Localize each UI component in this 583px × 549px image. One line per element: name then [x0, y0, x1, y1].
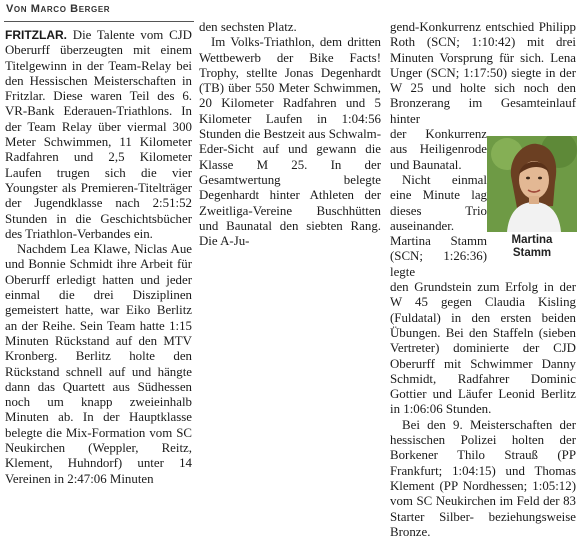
- paragraph: Im Volks-Triathlon, dem dritten Wettbewerb der Bike Facts! Trophy, stellte Jonas Degenhardt (TB) über 550 Meter Schwimmen, 20 Kilometer Radfahren und 5 Kilometer Laufen in 1:04:56 Stunden die Bestzeit aus Schwalm-Eder-Sicht auf und gewann die Klasse M 25. In der Gesamtwertung belegte Degenhardt hinter Athleten der Zweitliga-Vereine Buschhütten und Baunatal den siebten Rang. Die A-Ju-: [199, 35, 381, 249]
- paragraph: Nachdem Lea Klawe, Niclas Aue und Bonnie Schmidt ihre Arbeit für Oberurff erledigt hatten und jeder einmal die drei Disziplinen gemeistert hatte, war Eiko Berlitz an der Reihe. Sein Team hatte 1:15 Minuten Rückstand auf den MTV Kronberg. Berlitz holte den Rückstand schnell auf und hängte dann das Quartett aus Südhessen noch um knapp zweieinhalb Minuten ab. In der Hauptklasse belegte die Mix-Formation vom SC Neukirchen (Weppler, Reitz, Klement, Huhndorf) unter 14 Vereinen in 2:47:06 Minuten: [5, 242, 192, 486]
- portrait-photo: [487, 136, 577, 232]
- paragraph-text: Die Talente vom CJD Oberurff überzeugten mit einem Titelgewinn in der Team-Relay bei den Hessischen Meisterschaften in Fritzlar. Diese waren Teil des 6. VR-Bank Ederauen-Triathlons. In der Team Relay über viermal 300 Meter Schwimmen, 11 Kilometer Radfahren und 2,5 Kilometer Laufen trugen sich die vier Youngster als Premieren-Titelträger der Jugendklasse nach 2:51:52 Stunden in die Geschichtsbücher des Triathlon-Verbandes ein.: [5, 28, 192, 241]
- paragraph: gend-Konkurrenz entschied Philipp Roth (SCN; 1:10:42) mit drei Minuten Vorsprung für sich. Lena Unger (SCN; 1:17:50) siegte in der W 25 und holte sich noch den Bronzerang im Gesamteinlauf hinter: [390, 20, 576, 126]
- author-byline: Von Marco Berger: [6, 3, 111, 15]
- paragraph-beside-photo: Martina Stamm (SCN; 1:26:36) legte: [390, 234, 487, 279]
- article-column-2: [199, 20, 381, 249]
- article-column-3: [390, 20, 576, 540]
- paragraph-beside-photo: Nicht einmal eine Minute lag dieses Trio auseinander.: [390, 172, 487, 233]
- paragraph: Bei den 9. Meisterschaften der hessischen Polizei holten der Borkener Thilo Strauß (PP Frankfurt; 1:04:15) und Thomas Klement (PP Nordhessen; 1:05:12) vom SC Neukirchen im Feld der 83 Starter Silber- beziehungsweise Bronze.: [390, 417, 576, 539]
- portrait-caption: [487, 234, 577, 260]
- paragraph: den sechsten Platz.: [199, 20, 297, 34]
- paragraph-beside-photo: der Konkurrenz aus Heiligenrode und Baunatal.: [390, 127, 487, 172]
- byline-rule: [4, 21, 194, 22]
- caption-last-name: Stamm: [512, 247, 552, 259]
- article-column-1: [5, 28, 192, 487]
- portrait-image: [487, 136, 577, 232]
- dateline: FRITZLAR.: [5, 28, 67, 42]
- paragraph: den Grundstein zum Erfolg in der W 45 gegen Claudia Kisling (Fuldatal) in den ersten beiden Übungen. Bei den Staffeln (sieben Vertreter) dominierte der CJD Oberurff mit Schwimmer Danny Schmidt, Radfahrer Dominic Gottier und Läufer Leonid Berlitz in 1:06:06 Stunden.: [390, 280, 576, 417]
- caption-first-name: Martina: [511, 234, 553, 246]
- portrait-figure: [487, 136, 577, 260]
- paragraph: [5, 28, 192, 242]
